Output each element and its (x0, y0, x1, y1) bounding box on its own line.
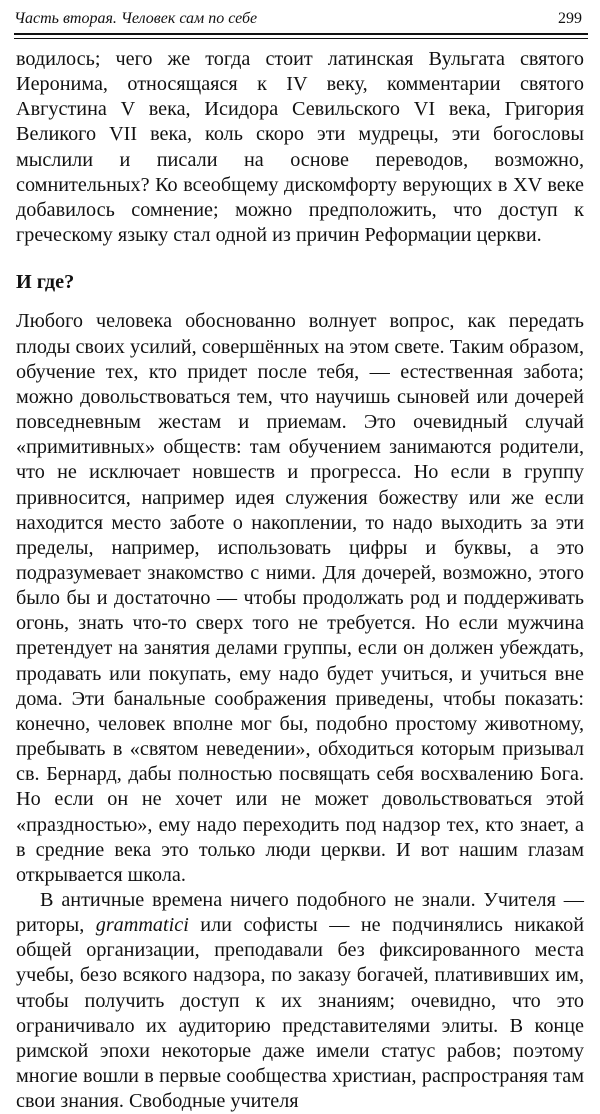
paragraph-antiquity (16, 888, 584, 1114)
paragraph-continued: водилось; чего же тогда стоит латинская Вульгата святого Иеронима, относящаяся к IV веку, комментарии святого Августина V века, Исидора Севильского VI века, Григория Великого VII века, коль скоро эти мудрецы, эти богословы мыслили и писали на основе переводов, возможно, сомнительных? Ко всеобщему дискомфорту верующих в XV веке добавилось сомнение; можно предположить, что доступ к греческому языку стал одной из причин Реформации церкви. (16, 48, 584, 247)
page-body (16, 47, 584, 1114)
page-header (14, 10, 586, 32)
header-rule-thin (14, 38, 588, 39)
grammatici-term: grammatici (95, 914, 189, 937)
paragraph-school-question: Любого человека обоснованно волнует вопрос, как передать плоды своих усилий, совершённых на этом свете. Таким образом, обучение тех, кто придет после тебя, — естественная забота; можно довольствоваться тем, что научишь сыновей или дочерей повседневным жестам и приемам. Это очевидный случай «примитивных» обществ: там обучением занимаются родители, что не исключает новшеств и прогресса. Но если в группу привносится, например идея служения божеству или же если находится место заботе о накоплении, то надо выходить за эти пределы, например, использовать цифры и буквы, а это подразумевает знакомство с ними. Для дочерей, возможно, этого было бы и достаточно — чтобы продолжать род и поддерживать огонь, знать что-то сверх того не требуется. Но если мужчина претендует на занятия делами группы, если он должен убеждать, продавать или покупать, ему надо будет учиться, и учиться вне дома. Эти банальные соображения приведены, чтобы показать: конечно, человек вполне мог бы, подобно простому животному, пребывать в «святом неведении», обходиться которым призывал св. Бернард, дабы полностью посвящать себя восхвалению Бога. Но если он не хочет или не может довольствоваться этой «праздностью», ему надо переходить под надзор тех, кто знает, а в средние века это только люди церкви. И вот нашим глазам открывается школа. (16, 310, 584, 886)
page-number: 299 (558, 10, 582, 27)
section-heading: И где? (16, 271, 75, 294)
paragraph-antiquity-part-1: В античные времена ничего подобного не знали. Учителя — риторы, (16, 889, 584, 937)
header-rule-thick (14, 33, 588, 35)
running-title: Часть вторая. Человек сам по себе (14, 10, 258, 27)
paragraph-antiquity-part-2: или софисты — не подчинялись никакой общей организации, преподавали без фиксированного места учебы, безо всякого надзора, по заказу богачей, платививших им, чтобы получить доступ к их знаниям; очевидно, что это ограничивало их аудиторию представителями элиты. В конце римской эпохи некоторые даже имели статус рабов; поэтому многие вошли в первые сообщества христиан, распространяя там свои знания. Свободные учителя (16, 914, 584, 1113)
